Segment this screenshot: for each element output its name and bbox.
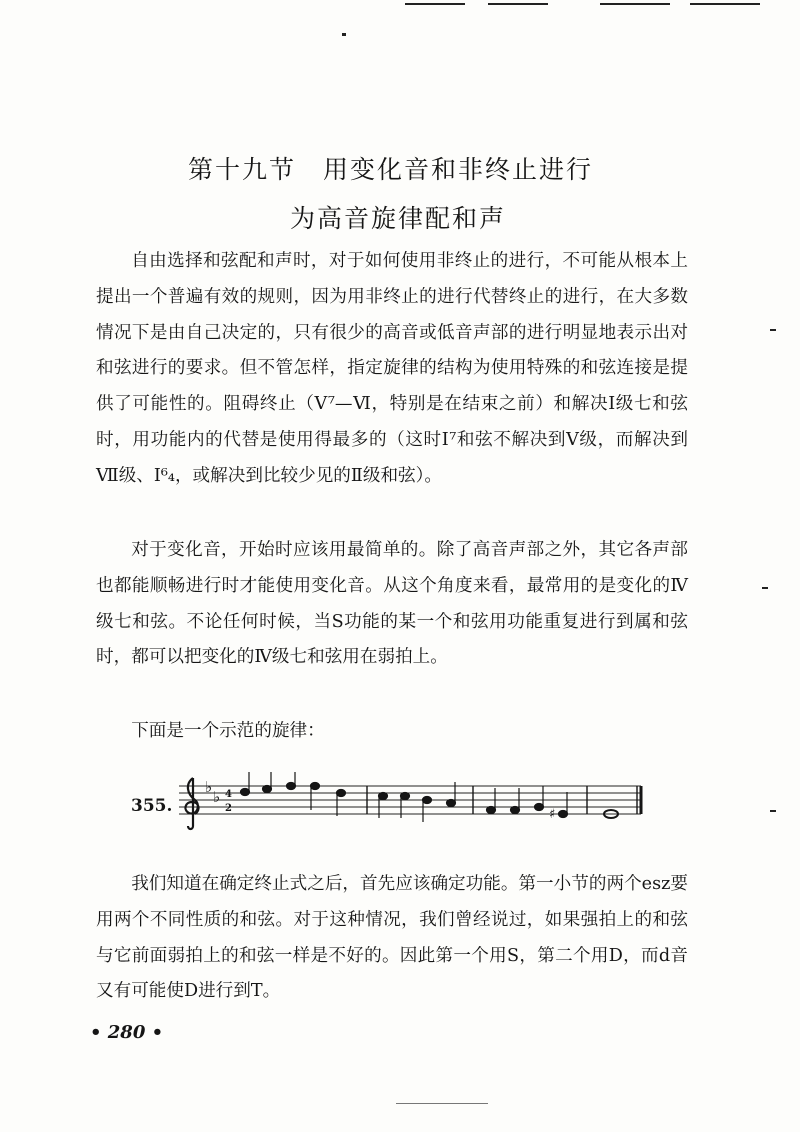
svg-text:2: 2 — [225, 803, 232, 814]
scan-dash-right-1 — [770, 329, 776, 331]
paragraph-1: 自由选择和弦配和声时，对于如何使用非终止的进行，不可能从根本上提出一个普遍有效的规则，因为用非终止的进行代替终止的进行，在大多数情况下是由自己决定的，只有很少的高音或低音声部的进行明显地表示出对和弦进行的要求。但不管怎样，指定旋律的结构为使用特殊的和弦连接是提供了可能性的。阻碍终止（Ⅴ⁷—Ⅵ，特别是在结束之前）和解决Ⅰ级七和弦时，用功能内的代替是使用得最多的（这时Ⅰ⁷和弦不解决到Ⅴ级，而解决到Ⅶ级、Ⅰ⁶₄，或解决到比较少见的Ⅱ级和弦）。 — [96, 251, 688, 486]
music-example — [131, 772, 651, 834]
scan-mark-top-1 — [405, 3, 465, 5]
svg-text:4: 4 — [225, 789, 232, 800]
scan-dash-right-3 — [770, 810, 776, 812]
key-signature — [205, 778, 220, 806]
note-head — [511, 807, 520, 814]
scan-dot — [342, 33, 346, 36]
sharp-icon: ♯ — [549, 807, 556, 822]
scan-mark-top-4 — [690, 3, 760, 5]
note-head — [535, 804, 544, 811]
note-head — [487, 807, 496, 814]
example-number: 355. — [131, 796, 173, 816]
note-head — [379, 793, 388, 800]
scan-dash-right-2 — [762, 587, 768, 589]
note-head — [263, 786, 272, 793]
paragraph-4: 我们知道在确定终止式之后，首先应该确定功能。第一小节的两个esz要用两个不同性质的和弦。对于这种情况，我们曾经说过，如果强拍上的和弦与它前面弱拍上的和弦一样是不好的。因此第一个用S，第二个用D，而d音又有可能使D进行到T。 — [96, 874, 688, 1002]
section-title-line1: 第十九节 用变化音和非终止进行 — [188, 155, 594, 184]
note-head — [337, 790, 346, 797]
scan-mark-top-2 — [488, 3, 548, 5]
scan-mark-top-3 — [600, 3, 670, 5]
music-staff-svg — [131, 772, 651, 834]
page-number: • 280 • — [90, 1022, 164, 1043]
note-head — [401, 793, 410, 800]
note-head — [311, 783, 320, 790]
time-signature — [225, 789, 232, 814]
paragraph-2: 对于变化音，开始时应该用最简单的。除了高音声部之外，其它各声部也都能顺畅进行时才能使用变化音。从这个角度来看，最常用的是变化的Ⅳ级七和弦。不论任何时候，当S功能的某一个和弦用功能重复进行到属和弦时，都可以把变化的Ⅳ级七和弦用在弱拍上。 — [96, 540, 688, 668]
note-head — [559, 811, 568, 818]
flat-icon: ♭ — [213, 788, 221, 806]
paragraph-3: 下面是一个示范的旋律： — [131, 721, 325, 741]
note-head — [241, 789, 250, 796]
note-head — [447, 800, 456, 807]
flat-icon: ♭ — [205, 778, 213, 796]
section-title-line2: 为高音旋律配和声 — [290, 204, 507, 233]
scan-line-bottom — [396, 1103, 488, 1104]
note-head — [287, 783, 296, 790]
note-head — [423, 797, 432, 804]
